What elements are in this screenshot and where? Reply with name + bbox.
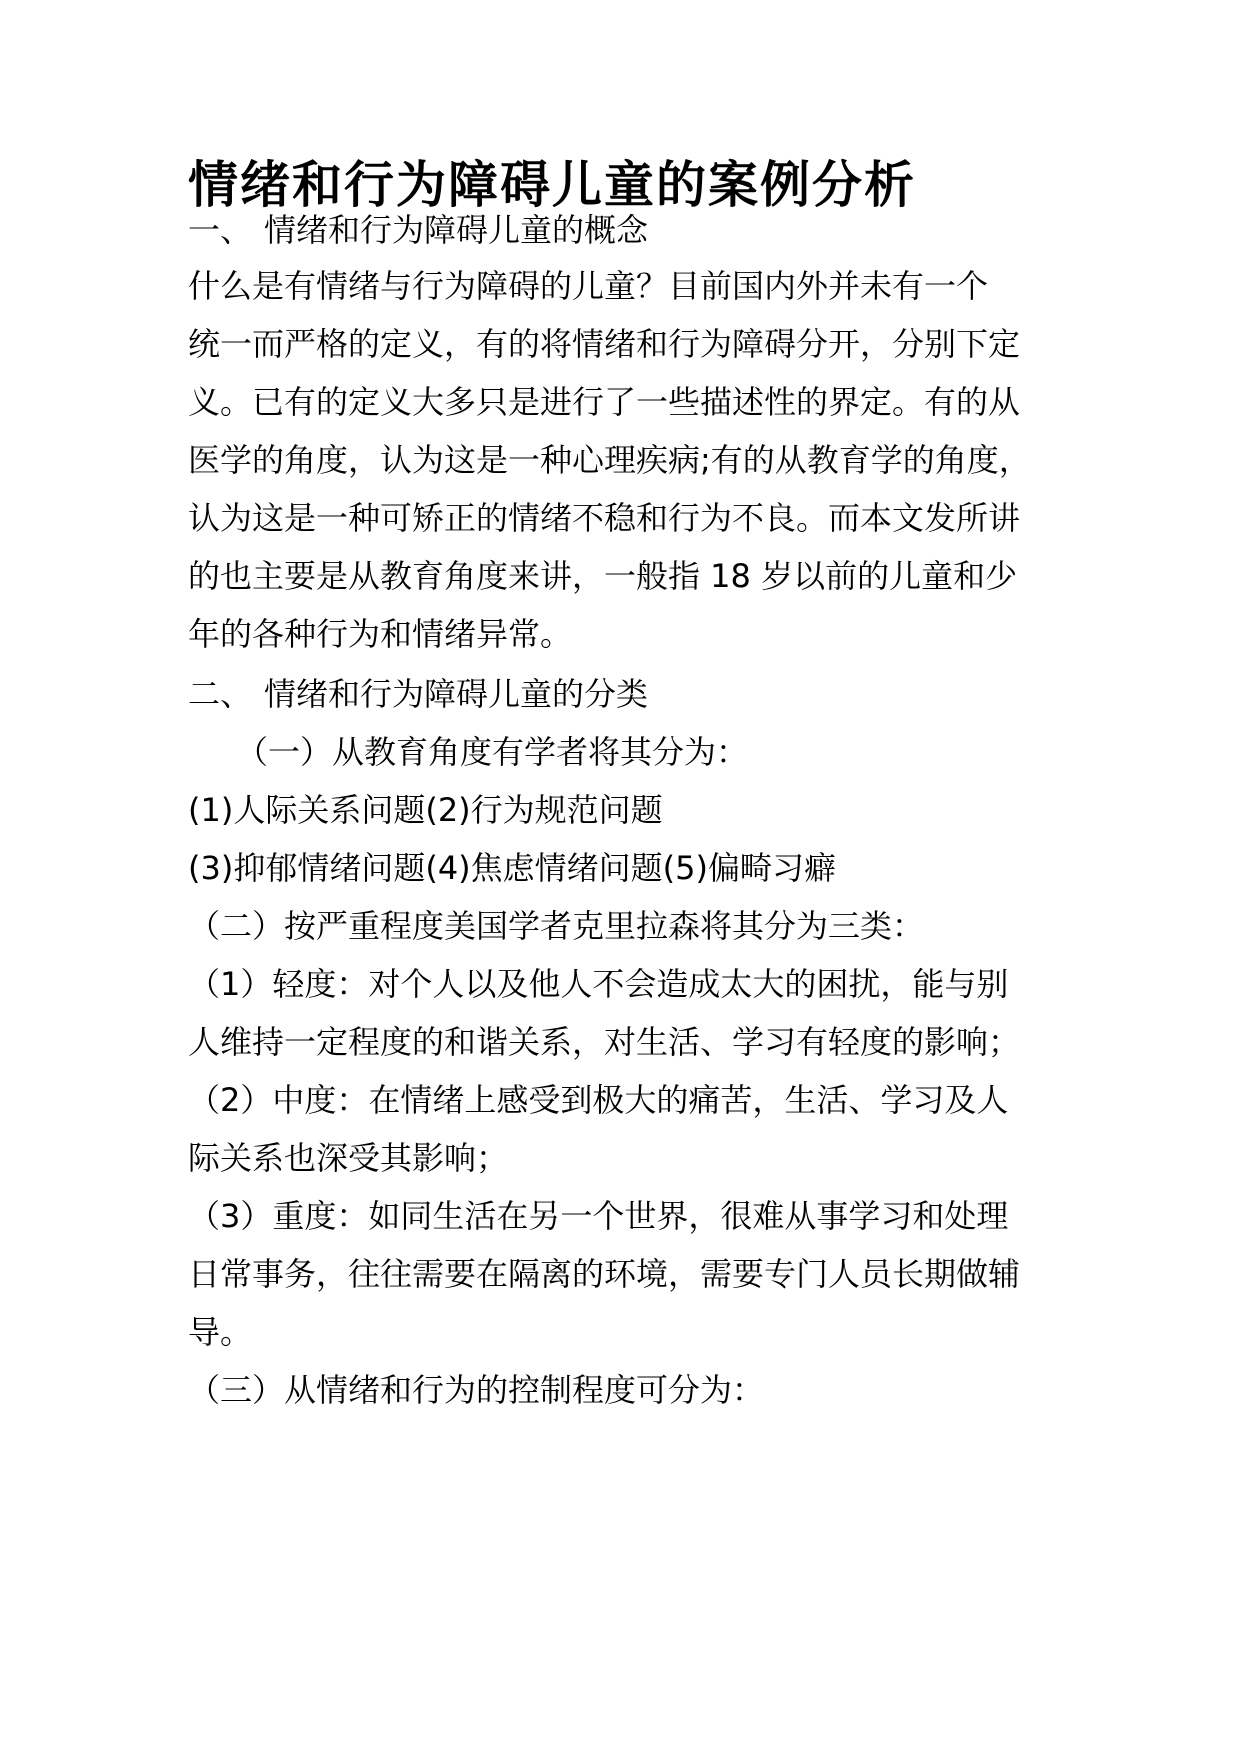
subsection-heading-3: （三）从情绪和行为的控制程度可分为： [188,1371,765,1409]
paragraph-line: （3）重度：如同生活在另一个世界，很难从事学习和处理 [188,1197,1009,1235]
section-title-2: 情绪和行为障碍儿童的分类 [264,675,649,713]
section-number-2: 二、 [188,675,253,713]
paragraph-line: 统一而严格的定义，有的将情绪和行为障碍分开，分别下定 [188,325,1021,363]
paragraph-line: 导。 [188,1313,253,1351]
subsection-heading-1: （一）从教育角度有学者将其分为： [236,733,749,771]
paragraph-line: 什么是有情绪与行为障碍的儿童？目前国内外并未有一个 [188,267,989,305]
paragraph-line: 年的各种行为和情绪异常。 [188,615,573,653]
list-item: (1)人际关系问题(2)行为规范问题 [188,791,663,829]
paragraph-line: 日常事务，往往需要在隔离的环境，需要专门人员长期做辅 [188,1255,1021,1293]
section-number-1: 一、 [188,211,253,249]
document-title: 情绪和行为障碍儿童的案例分析 [188,156,916,214]
paragraph-line: 义。已有的定义大多只是进行了一些描述性的界定。有的从 [188,383,1021,421]
paragraph-line: 认为这是一种可矫正的情绪不稳和行为不良。而本文发所讲 [188,499,1021,537]
paragraph-line: 医学的角度，认为这是一种心理疾病;有的从教育学的角度， [188,441,1031,479]
paragraph-line: （1）轻度：对个人以及他人不会造成太大的困扰，能与别 [188,965,1009,1003]
paragraph-line: 际关系也深受其影响； [188,1139,509,1177]
paragraph-line: （2）中度：在情绪上感受到极大的痛苦，生活、学习及人 [188,1081,1009,1119]
section-heading-1 [188,206,648,254]
section-heading-2 [188,670,648,718]
list-item: (3)抑郁情绪问题(4)焦虑情绪问题(5)偏畸习癖 [188,849,836,887]
paragraph-line: 的也主要是从教育角度来讲，一般指 18 岁以前的儿童和少 [188,557,1018,595]
paragraph-line: 人维持一定程度的和谐关系，对生活、学习有轻度的影响； [188,1023,1021,1061]
subsection-heading-2: （二）按严重程度美国学者克里拉森将其分为三类： [188,907,925,945]
section-title-1: 情绪和行为障碍儿童的概念 [264,211,649,249]
